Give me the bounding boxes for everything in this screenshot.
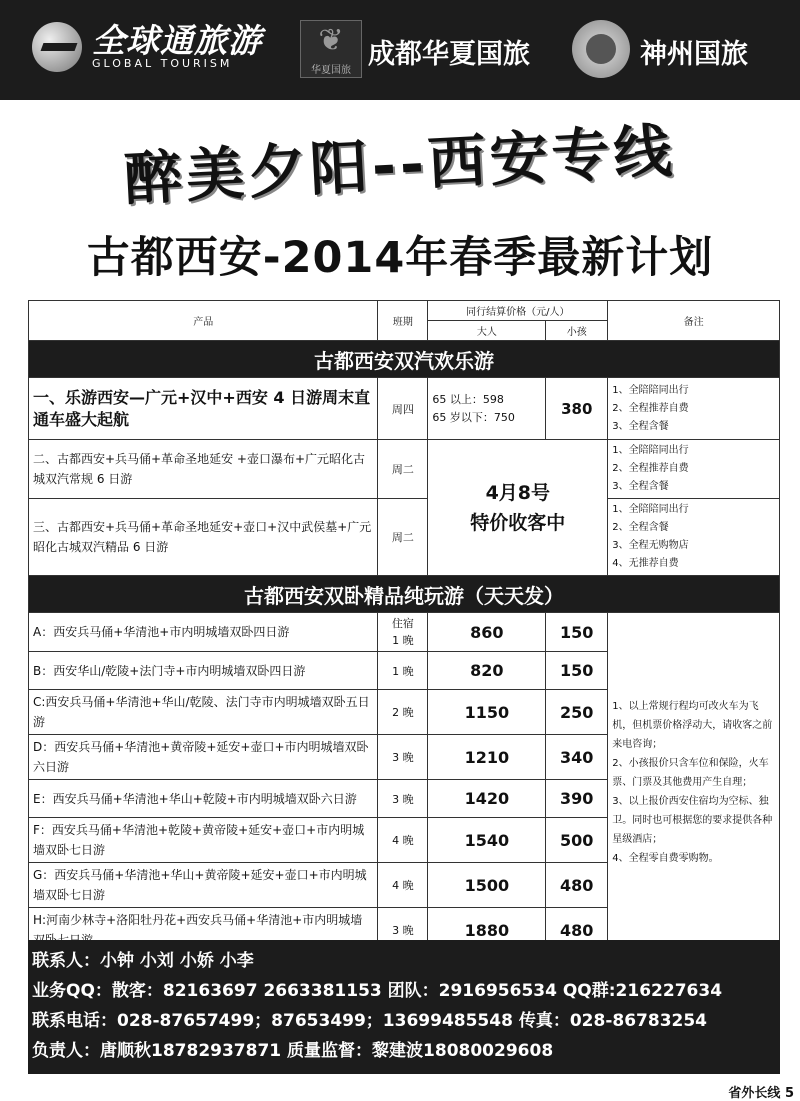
table-row: H:河南少林寺+洛阳牡丹花+西安兵马俑+华清池+市内明城墙 3 晚 1880 480 [29, 908, 780, 953]
table-row: F：西安兵马俑+华清池+乾陵+黄帝陵+延安+壶口+市内明城墙双卧七日游 4 晚 1540 500 [29, 818, 780, 863]
table-row: 三、古都西安+兵马俑+革命圣地延安+壶口+汉中武侯墓+广元昭化古城双汽精品 6 日游 周二 1、全陪陪同出行 2、全程含餐 3、全程无购物店 4、无推荐自费 [29, 499, 780, 576]
section1-title: 古都西安双汽欢乐游 [29, 341, 780, 378]
main-title: 醉美夕阳--西安专线 [122, 116, 678, 214]
notes-cell: 1、以上常规行程均可改火车为飞机，但机票价格浮动大，请收客之前来电咨询； 2、小孩报价只含车位和保险，火车票、门票及其他费用产生自理； 3、以上报价西安住宿均为空标、独卫。同时也可根据您的要求提供各种星级酒店； 4、全程零自费零购物。 [608, 613, 780, 953]
col-schedule: 班期 [378, 301, 428, 341]
contact-persons: 联系人：小钟 小刘 小娇 小李 [32, 951, 254, 971]
brand1-name: 全球通旅游 [92, 21, 262, 60]
page-footer: 省外长线 5 [728, 1086, 794, 1101]
price-under65: 65 岁以下：750 [432, 410, 515, 424]
butterfly-logo [300, 20, 362, 78]
price-senior: 65 以上：598 [432, 392, 504, 406]
contact-phone: 联系电话：028-87657499；87653499；13699485548 传真：028-86783254 [32, 1011, 708, 1031]
brand2-badge-text: 华夏国旅 [311, 65, 351, 76]
itinerary-table [28, 300, 780, 953]
brand1-english: GLOBAL TOURISM [92, 57, 233, 70]
section2-title: 古都西安双卧精品纯玩游（天天发） [29, 576, 780, 613]
contact-qq: 业务QQ：散客：82163697 2663381153 团队：2916956534 QQ群:216227634 [32, 981, 723, 1001]
col-price-group: 同行结算价格（元/人） [428, 301, 608, 321]
header-banner [0, 0, 800, 100]
table-row: G：西安兵马俑+华清池+华山+黄帝陵+延安+壶口+市内明城墙双卧七日游 4 晚 1500 480 [29, 863, 780, 908]
table-row: D：西安兵马俑+华清池+黄帝陵+延安+壶口+市内明城墙双卧六日游 3 晚 1210 340 [29, 735, 780, 780]
global-tourism-logo [32, 22, 262, 72]
table-row: A：西安兵马俑+华清池+市内明城墙双卧四日游 住宿 1 晚 860 150 1、以上常规行程均可改火车为飞机，但机票价格浮动大，请收客之前来电咨询； 2、小孩报价只含车位和保险，火车票、门票及其他费用产生自理； 3、以上报价西安住宿均为空标、独卫。同时也可根据您的要求提供各种星级酒店； 4、全程零自费零购物。 [29, 613, 780, 652]
globe-arrow-icon [32, 22, 82, 72]
brand2-name: 成都华夏国旅 [368, 39, 530, 70]
table-header-row [29, 301, 780, 321]
special-offer: 4月8号 特价收客中 [428, 440, 608, 576]
col-product: 产品 [29, 301, 378, 341]
table-row: 一、乐游西安—广元+汉中+西安 4 日游周末直通车盛大起航 周四 65 以上：598 65 岁以下：750 380 1、全陪陪同出行 2、全程推荐自费 3、全程含餐 [29, 378, 780, 440]
contact-panel [28, 940, 780, 1074]
subtitle: 古都西安-2014年春季最新计划 [86, 233, 714, 283]
shenzhou-logo-icon [572, 20, 630, 78]
butterfly-icon: ❦ [318, 23, 344, 58]
brand3-name: 神州国旅 [640, 39, 748, 70]
col-adult: 大人 [428, 321, 546, 341]
table-row: B：西安华山/乾陵+法门寺+市内明城墙双卧四日游 1 晚 820 150 [29, 652, 780, 690]
col-remark: 备注 [608, 301, 780, 341]
table-row: C:西安兵马俑+华清池+华山/乾陵、法门寺市内明城墙双卧五日游 2 晚 1150 250 [29, 690, 780, 735]
table-row: 二、古都西安+兵马俑+革命圣地延安 +壶口瀑布+广元昭化古城双汽常规 6 日游 周二 4月8号 特价收客中 1、全陪陪同出行 2、全程推荐自费 3、全程含餐 [29, 440, 780, 499]
col-child: 小孩 [546, 321, 608, 341]
lodging-label: 住宿 [391, 617, 414, 630]
table-row: E：西安兵马俑+华清池+华山+乾陵+市内明城墙双卧六日游 3 晚 1420 390 [29, 780, 780, 818]
contact-manager: 负责人：唐顺秋18782937871 质量监督：黎建波18080029608 [32, 1041, 554, 1061]
